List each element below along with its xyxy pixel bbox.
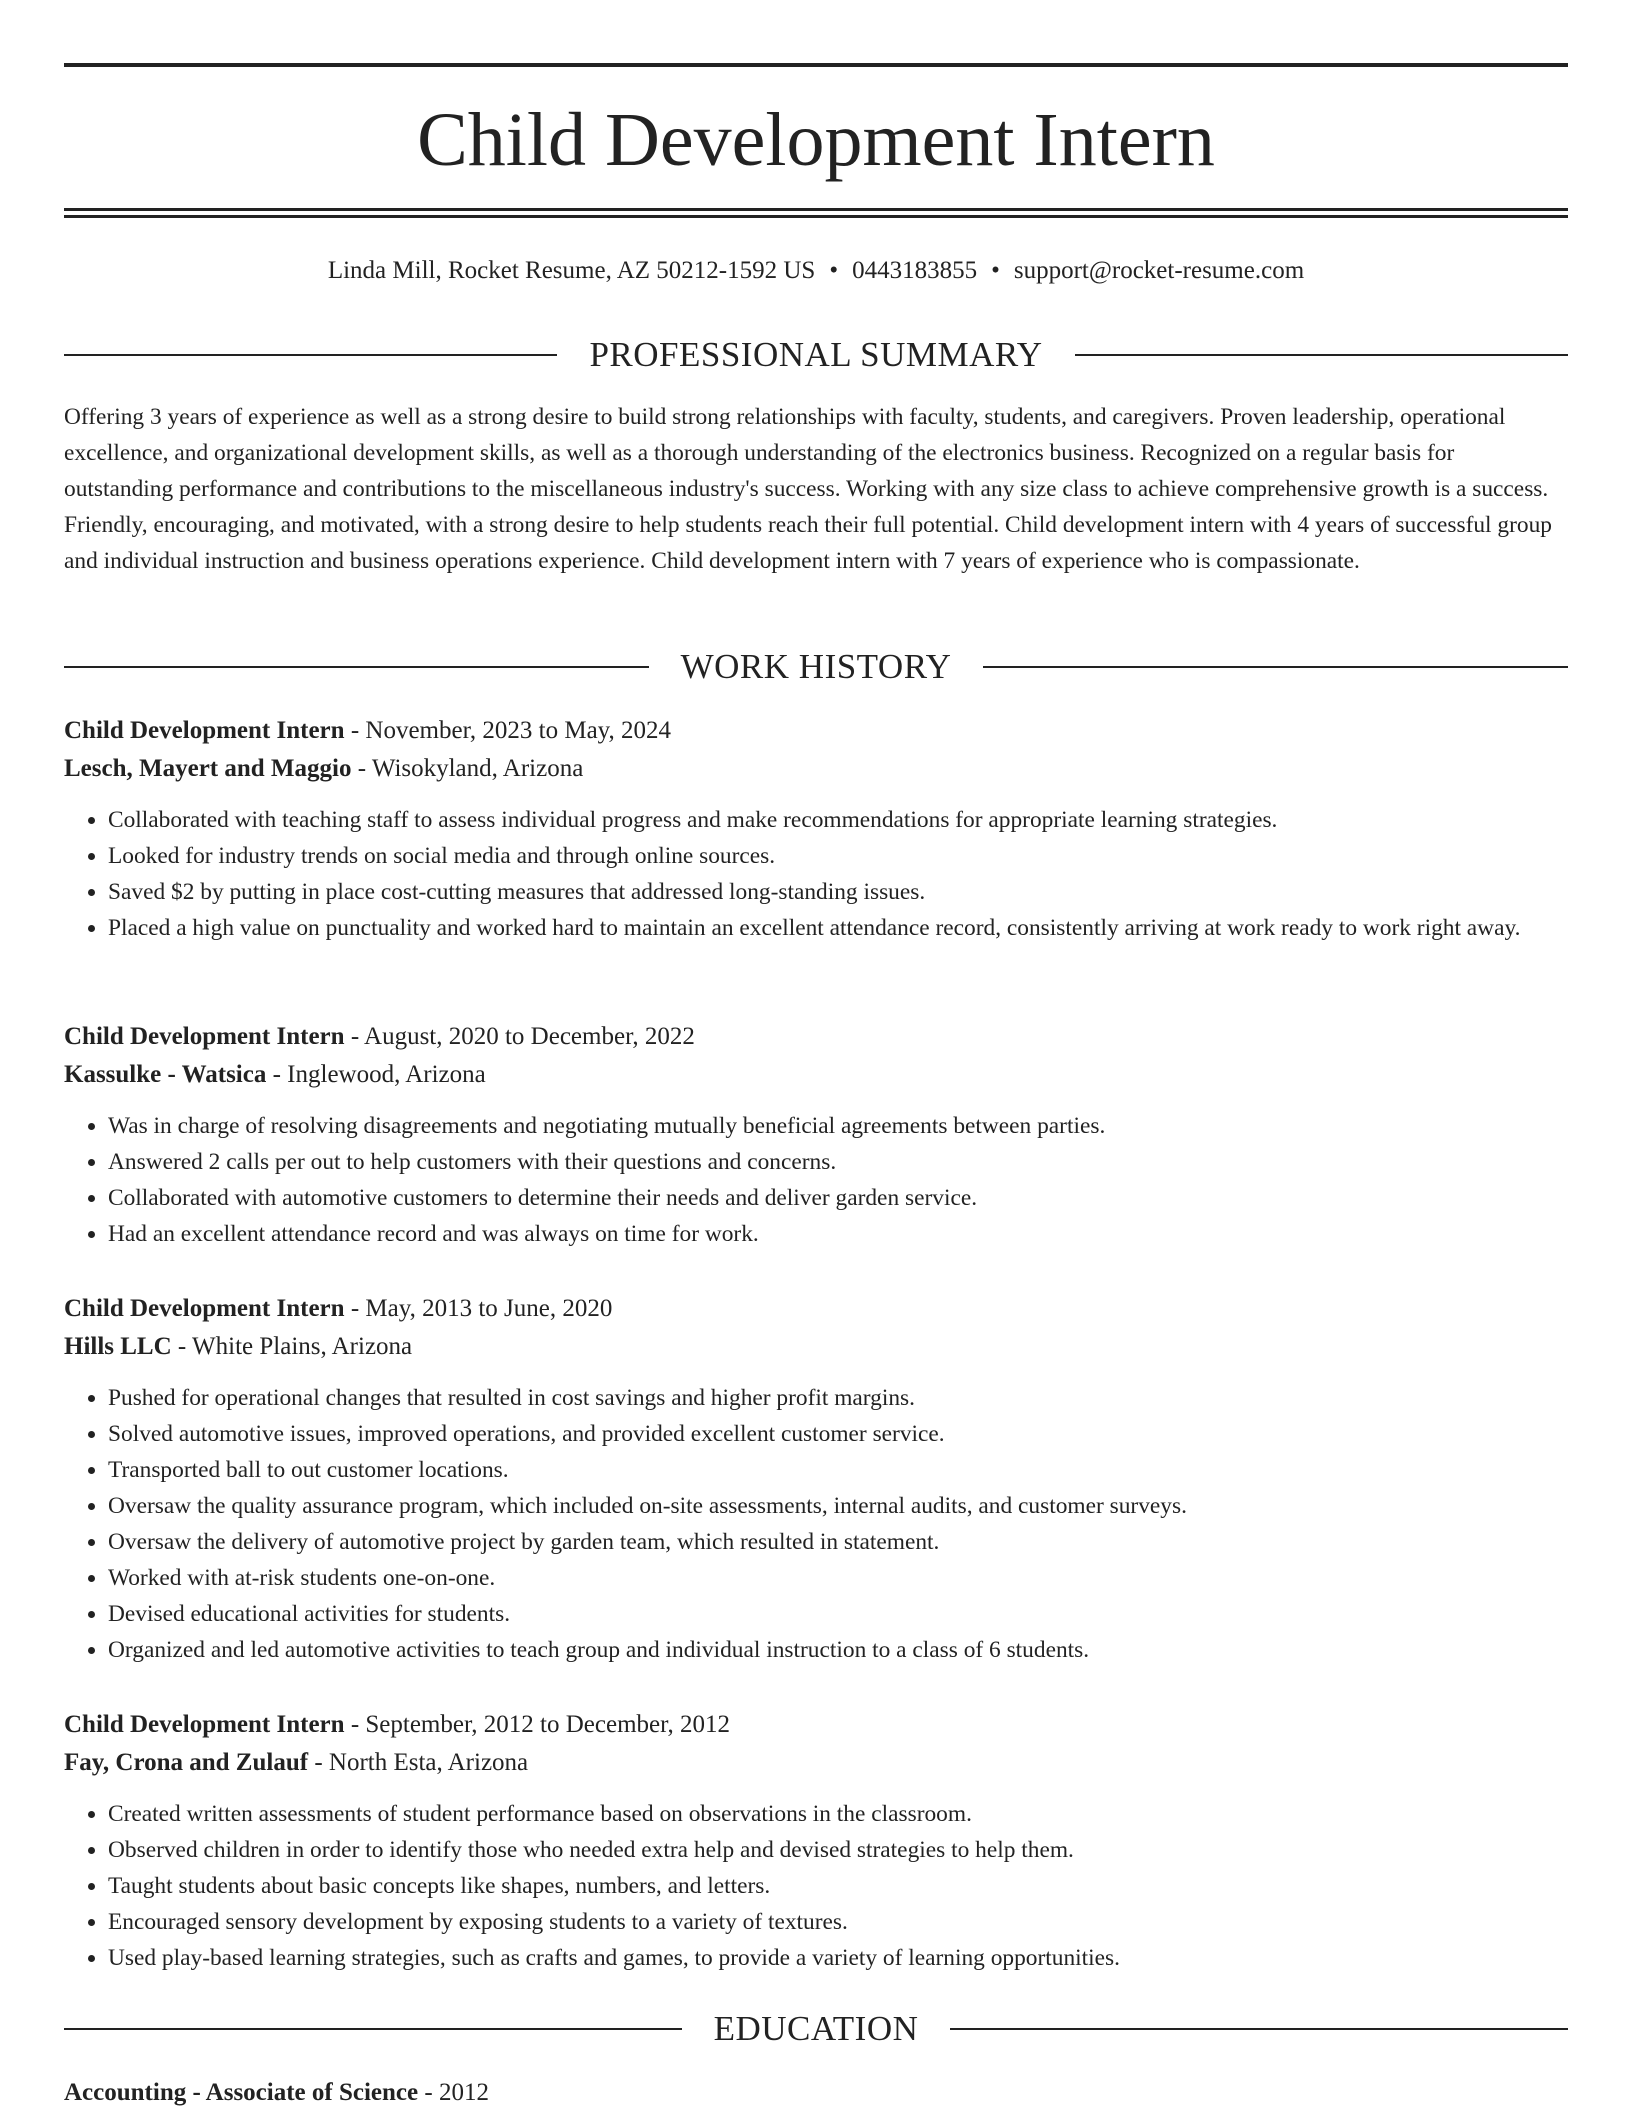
- job-location: - North Esta, Arizona: [308, 1749, 529, 1776]
- job-bullet: • Had an excellent attendance record and was always on time for work.: [108, 1216, 1568, 1252]
- job-company-line: [64, 750, 1568, 788]
- job-bullet: • Collaborated with teaching staff to assess individual progress and make recommendations for appropriate learning strategies.: [108, 802, 1568, 838]
- job-location: - Inglewood, Arizona: [266, 1061, 486, 1088]
- job-bullet: • Encouraged sensory development by exposing students to a variety of textures.: [108, 1904, 1568, 1940]
- section-rule-right: [950, 2028, 1568, 2030]
- contact-line: [64, 255, 1568, 287]
- job-bullets: [64, 1796, 1568, 1976]
- job-bullet: • Was in charge of resolving disagreements and negotiating mutually beneficial agreements between parties.: [108, 1108, 1568, 1144]
- section-rule-left: [64, 666, 649, 668]
- job-title-line: [64, 1290, 1568, 1328]
- section-title-work: WORK HISTORY: [680, 647, 952, 686]
- job-dates: - November, 2023 to May, 2024: [344, 717, 672, 744]
- job-bullet: • Placed a high value on punctuality and worked hard to maintain an excellent attendance record, consistently arriving at work ready to work right away.: [108, 910, 1568, 946]
- job-dates: - May, 2013 to June, 2020: [344, 1295, 613, 1322]
- section-rule-left: [64, 354, 557, 356]
- job-bullets: [64, 1380, 1568, 1668]
- job-dates: - September, 2012 to December, 2012: [344, 1711, 730, 1738]
- job-title: Child Development Intern: [64, 1711, 345, 1738]
- job-company: Lesch, Mayert and Maggio: [64, 755, 352, 782]
- section-heading-work: [64, 645, 1568, 689]
- job-bullet: • Oversaw the delivery of automotive project by garden team, which resulted in statement.: [108, 1524, 1568, 1560]
- job-bullet: • Answered 2 calls per out to help customers with their questions and concerns.: [108, 1144, 1568, 1180]
- education-year: - 2012: [418, 2079, 489, 2106]
- section-title-summary: PROFESSIONAL SUMMARY: [589, 335, 1043, 374]
- section-title-education: EDUCATION: [713, 2009, 919, 2048]
- section-rule-right: [1075, 354, 1568, 356]
- professional-summary-text: Offering 3 years of experience as well as a strong desire to build strong relationships with faculty, students, and caregivers. Proven leadership, operational excellence, and organizational development skills, as well as a thorough understanding of the electronics business. Recognized on a regular basis for outstanding performance and contributions to the miscellaneous industry's success. Working with any size class to achieve comprehensive growth is a success. Friendly, encouraging, and motivated, with a strong desire to help students reach their full potential. Child development intern with 4 years of successful group and individual instruction and business operations experience. Child development intern with 7 years of experience who is compassionate.: [64, 404, 1552, 574]
- header-top-rule: [64, 63, 1568, 67]
- job-entry: [64, 1290, 1568, 1668]
- education-entry: [64, 2074, 1568, 2112]
- job-location: - Wisokyland, Arizona: [351, 755, 584, 782]
- job-entry: [64, 1706, 1568, 1976]
- job-title-line: [64, 1706, 1568, 1744]
- education-degree: Accounting - Associate of Science: [64, 2079, 419, 2106]
- job-bullet: • Worked with at-risk students one-on-one.: [108, 1560, 1568, 1596]
- job-entry: [64, 1018, 1568, 1252]
- job-title-line: [64, 712, 1568, 750]
- job-bullet: • Created written assessments of student performance based on observations in the classroom.: [108, 1796, 1568, 1832]
- job-bullet: • Looked for industry trends on social media and through online sources.: [108, 838, 1568, 874]
- job-company-line: [64, 1328, 1568, 1366]
- job-title: Child Development Intern: [64, 1295, 345, 1322]
- job-company: Kassulke - Watsica: [64, 1061, 267, 1088]
- job-bullet: • Organized and led automotive activities to teach group and individual instruction to a class of 6 students.: [108, 1632, 1568, 1668]
- job-location: - White Plains, Arizona: [171, 1333, 413, 1360]
- section-heading-education: [64, 2007, 1568, 2051]
- section-rule-left: [64, 2028, 682, 2030]
- contact-separator: •: [829, 257, 839, 284]
- job-bullet: • Pushed for operational changes that resulted in cost savings and higher profit margins.: [108, 1380, 1568, 1416]
- job-title: Child Development Intern: [64, 1023, 345, 1050]
- job-bullet: • Devised educational activities for students.: [108, 1596, 1568, 1632]
- contact-address: Linda Mill, Rocket Resume, AZ 50212-1592 US: [327, 257, 816, 284]
- resume-title: Child Development Intern: [417, 98, 1215, 182]
- section-rule-right: [983, 666, 1568, 668]
- job-bullet: • Saved $2 by putting in place cost-cutting measures that addressed long-standing issues.: [108, 874, 1568, 910]
- job-bullet: • Collaborated with automotive customers to determine their needs and deliver garden service.: [108, 1180, 1568, 1216]
- job-entry: [64, 712, 1568, 946]
- job-bullet: • Transported ball to out customer locations.: [108, 1452, 1568, 1488]
- job-title: Child Development Intern: [64, 717, 345, 744]
- job-company: Hills LLC: [64, 1333, 172, 1360]
- job-bullet: • Oversaw the quality assurance program, which included on-site assessments, internal audits, and customer surveys.: [108, 1488, 1568, 1524]
- contact-phone: 0443183855: [852, 257, 978, 284]
- section-heading-summary: [64, 333, 1568, 377]
- job-bullets: [64, 1108, 1568, 1252]
- header-double-rule: [64, 208, 1568, 218]
- job-bullet: • Taught students about basic concepts like shapes, numbers, and letters.: [108, 1868, 1568, 1904]
- job-dates: - August, 2020 to December, 2022: [344, 1023, 695, 1050]
- job-company-line: [64, 1056, 1568, 1094]
- job-company-line: [64, 1744, 1568, 1782]
- contact-separator: •: [991, 257, 1000, 284]
- job-company: Fay, Crona and Zulauf: [64, 1749, 309, 1776]
- job-title-line: [64, 1018, 1568, 1056]
- job-bullet: • Used play-based learning strategies, such as crafts and games, to provide a variety of learning opportunities.: [108, 1940, 1568, 1976]
- contact-email: support@rocket-resume.com: [1013, 257, 1305, 284]
- job-bullet: • Solved automotive issues, improved operations, and provided excellent customer service.: [108, 1416, 1568, 1452]
- job-bullets: [64, 802, 1568, 946]
- job-bullet: • Observed children in order to identify those who needed extra help and devised strategies to help them.: [108, 1832, 1568, 1868]
